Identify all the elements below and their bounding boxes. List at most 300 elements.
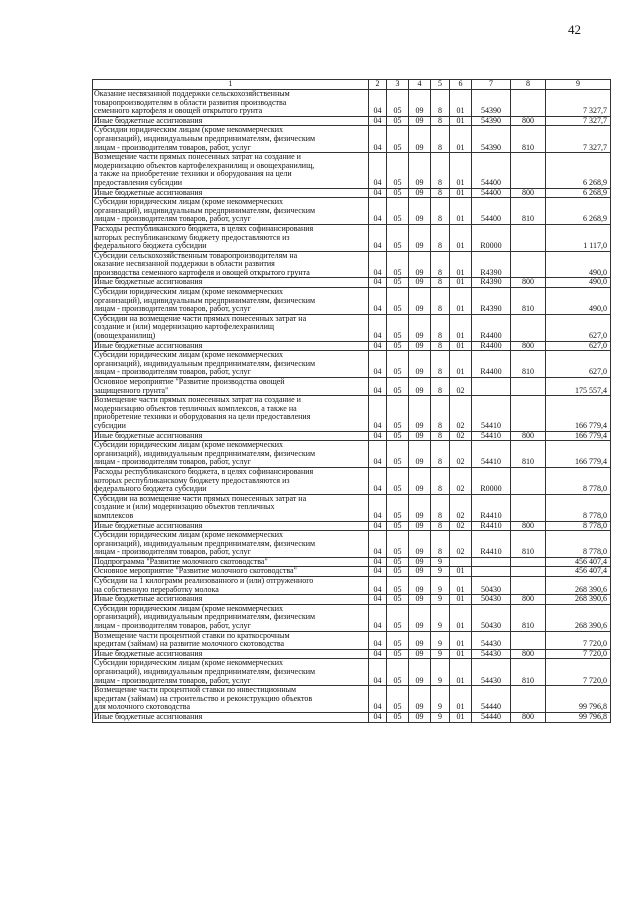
cell-section: 04: [369, 341, 387, 351]
cell-amount: 268 390,6: [546, 604, 611, 631]
cell-program: 09: [409, 378, 431, 396]
column-header-7: 7: [472, 80, 511, 90]
cell-expense-type: [511, 686, 546, 713]
cell-section: 04: [369, 595, 387, 605]
cell-subprogram: 8: [431, 378, 450, 396]
cell-direction-code: R4390: [472, 278, 511, 288]
cell-subprogram: 9: [431, 686, 450, 713]
cell-subprogram: 8: [431, 126, 450, 153]
cell-amount: 6 268,9: [546, 198, 611, 225]
cell-expense-type: 810: [511, 126, 546, 153]
cell-main-event: 01: [450, 351, 472, 378]
cell-expense-type: 800: [511, 649, 546, 659]
cell-expense-type: [511, 577, 546, 595]
table-row: [93, 341, 611, 351]
cell-subsection: 05: [387, 153, 409, 188]
cell-program: 09: [409, 659, 431, 686]
cell-section: 04: [369, 686, 387, 713]
table-row: [93, 567, 611, 577]
column-header-1: 1: [93, 80, 369, 90]
cell-expense-type: [511, 378, 546, 396]
cell-amount: 8 778,0: [546, 531, 611, 558]
cell-amount: 8 778,0: [546, 467, 611, 494]
cell-section: 04: [369, 531, 387, 558]
cell-description: Иные бюджетные ассигнования: [93, 431, 369, 441]
cell-expense-type: 810: [511, 198, 546, 225]
cell-direction-code: [472, 567, 511, 577]
cell-section: 04: [369, 251, 387, 278]
column-header-3: 3: [387, 80, 409, 90]
table-row: [93, 378, 611, 396]
cell-description: Основное мероприятие "Развитие производства овощей защищенного грунта": [93, 378, 369, 396]
cell-program: 09: [409, 251, 431, 278]
cell-amount: 7 720,0: [546, 659, 611, 686]
table-row: [93, 188, 611, 198]
cell-expense-type: [511, 396, 546, 431]
cell-description: Иные бюджетные ассигнования: [93, 649, 369, 659]
table-row: [93, 631, 611, 649]
cell-main-event: 01: [450, 188, 472, 198]
cell-subsection: 05: [387, 441, 409, 468]
cell-description: Субсидии на возмещение части прямых понесенных затрат на создание и (или) модернизацию картофелехранилищ (овощехранилищ): [93, 314, 369, 341]
cell-direction-code: 54410: [472, 431, 511, 441]
cell-main-event: 01: [450, 577, 472, 595]
cell-direction-code: 54390: [472, 90, 511, 117]
table-row: [93, 649, 611, 659]
cell-amount: 268 390,6: [546, 595, 611, 605]
cell-description: Иные бюджетные ассигнования: [93, 188, 369, 198]
cell-direction-code: 50430: [472, 595, 511, 605]
cell-subsection: 05: [387, 577, 409, 595]
cell-amount: 166 779,4: [546, 396, 611, 431]
cell-subsection: 05: [387, 378, 409, 396]
cell-amount: 8 778,0: [546, 521, 611, 531]
cell-program: 09: [409, 631, 431, 649]
cell-amount: 6 268,9: [546, 188, 611, 198]
cell-subprogram: 8: [431, 441, 450, 468]
cell-main-event: 01: [450, 604, 472, 631]
table-row: [93, 557, 611, 567]
cell-expense-type: [511, 90, 546, 117]
cell-description: Субсидии сельскохозяйственным товаропроизводителям на оказание несвязанной поддержки в области развития производства семенного картофеля и овощей открытого грунта: [93, 251, 369, 278]
cell-main-event: 01: [450, 251, 472, 278]
cell-subprogram: 9: [431, 604, 450, 631]
table-row: [93, 441, 611, 468]
cell-main-event: 02: [450, 396, 472, 431]
cell-subsection: 05: [387, 278, 409, 288]
table-row: [93, 396, 611, 431]
cell-subprogram: 9: [431, 557, 450, 567]
cell-program: 09: [409, 351, 431, 378]
cell-subsection: 05: [387, 557, 409, 567]
table-row: [93, 531, 611, 558]
cell-description: Субсидии на 1 килограмм реализованного и (или) отгруженного на собственную переработку молока: [93, 577, 369, 595]
cell-direction-code: 54430: [472, 649, 511, 659]
cell-section: 04: [369, 659, 387, 686]
table-row: [93, 198, 611, 225]
cell-program: 09: [409, 314, 431, 341]
cell-amount: 6 268,9: [546, 153, 611, 188]
cell-description: Расходы республиканского бюджета, в целях софинансирования которых республиканскому бюджету предоставляются из федерального бюджета субсидии: [93, 467, 369, 494]
cell-program: 09: [409, 431, 431, 441]
cell-subsection: 05: [387, 116, 409, 126]
cell-expense-type: 800: [511, 278, 546, 288]
cell-amount: 627,0: [546, 351, 611, 378]
cell-amount: 490,0: [546, 251, 611, 278]
cell-expense-type: [511, 631, 546, 649]
table-row: [93, 126, 611, 153]
cell-direction-code: 54400: [472, 188, 511, 198]
cell-subprogram: 8: [431, 153, 450, 188]
cell-direction-code: 54390: [472, 116, 511, 126]
cell-subsection: 05: [387, 288, 409, 315]
cell-direction-code: R4410: [472, 494, 511, 521]
cell-subprogram: 9: [431, 712, 450, 722]
cell-direction-code: 54430: [472, 659, 511, 686]
cell-amount: 268 390,6: [546, 577, 611, 595]
cell-section: 04: [369, 649, 387, 659]
cell-direction-code: 54440: [472, 686, 511, 713]
cell-direction-code: R4400: [472, 314, 511, 341]
cell-description: Иные бюджетные ассигнования: [93, 712, 369, 722]
cell-subsection: 05: [387, 396, 409, 431]
cell-subsection: 05: [387, 188, 409, 198]
cell-expense-type: [511, 314, 546, 341]
cell-expense-type: 810: [511, 604, 546, 631]
cell-main-event: 01: [450, 314, 472, 341]
cell-direction-code: R0000: [472, 467, 511, 494]
cell-subprogram: 8: [431, 288, 450, 315]
cell-description: Расходы республиканского бюджета, в целях софинансирования которых республиканскому бюджету предоставляются из федерального бюджета субсидии: [93, 224, 369, 251]
cell-program: 09: [409, 188, 431, 198]
column-header-8: 8: [511, 80, 546, 90]
cell-main-event: 01: [450, 278, 472, 288]
cell-subprogram: 8: [431, 494, 450, 521]
cell-main-event: 02: [450, 441, 472, 468]
cell-subsection: 05: [387, 521, 409, 531]
cell-subprogram: 8: [431, 188, 450, 198]
cell-program: 09: [409, 441, 431, 468]
cell-subprogram: 8: [431, 351, 450, 378]
cell-direction-code: 54400: [472, 153, 511, 188]
cell-amount: 7 327,7: [546, 90, 611, 117]
cell-direction-code: R4400: [472, 351, 511, 378]
cell-main-event: 02: [450, 467, 472, 494]
cell-subprogram: 8: [431, 198, 450, 225]
cell-expense-type: 800: [511, 341, 546, 351]
cell-subsection: 05: [387, 604, 409, 631]
cell-description: Иные бюджетные ассигнования: [93, 341, 369, 351]
cell-amount: 490,0: [546, 278, 611, 288]
cell-direction-code: R4410: [472, 531, 511, 558]
cell-description: Иные бюджетные ассигнования: [93, 278, 369, 288]
table-row: [93, 224, 611, 251]
cell-direction-code: 54390: [472, 126, 511, 153]
cell-expense-type: 800: [511, 595, 546, 605]
cell-subprogram: 8: [431, 251, 450, 278]
cell-section: 04: [369, 494, 387, 521]
cell-amount: 490,0: [546, 288, 611, 315]
cell-subsection: 05: [387, 659, 409, 686]
cell-program: 09: [409, 557, 431, 567]
page-number: 42: [568, 22, 581, 37]
table-row: [93, 712, 611, 722]
table-row: [93, 577, 611, 595]
table-row: [93, 116, 611, 126]
cell-main-event: 01: [450, 90, 472, 117]
cell-amount: 8 778,0: [546, 494, 611, 521]
cell-subsection: 05: [387, 531, 409, 558]
column-header-9: 9: [546, 80, 611, 90]
cell-description: Субсидии юридическим лицам (кроме некоммерческих организаций), индивидуальным предпринимателям, физическим лицам - производителям товаров, работ, услуг: [93, 659, 369, 686]
cell-program: 09: [409, 604, 431, 631]
cell-description: Иные бюджетные ассигнования: [93, 116, 369, 126]
cell-subprogram: 9: [431, 631, 450, 649]
cell-program: 09: [409, 224, 431, 251]
cell-main-event: 01: [450, 126, 472, 153]
cell-main-event: 01: [450, 631, 472, 649]
cell-main-event: 02: [450, 378, 472, 396]
cell-section: 04: [369, 378, 387, 396]
cell-subprogram: 8: [431, 278, 450, 288]
cell-subsection: 05: [387, 224, 409, 251]
cell-main-event: 01: [450, 567, 472, 577]
cell-subsection: 05: [387, 251, 409, 278]
cell-expense-type: [511, 567, 546, 577]
cell-expense-type: 810: [511, 531, 546, 558]
cell-program: 09: [409, 531, 431, 558]
cell-subsection: 05: [387, 494, 409, 521]
cell-subsection: 05: [387, 686, 409, 713]
cell-main-event: 01: [450, 116, 472, 126]
cell-description: Иные бюджетные ассигнования: [93, 521, 369, 531]
cell-section: 04: [369, 224, 387, 251]
cell-direction-code: R4400: [472, 341, 511, 351]
cell-expense-type: [511, 224, 546, 251]
cell-section: 04: [369, 521, 387, 531]
cell-main-event: 02: [450, 531, 472, 558]
cell-program: 09: [409, 278, 431, 288]
column-header-6: 6: [450, 80, 472, 90]
cell-subprogram: 9: [431, 567, 450, 577]
cell-expense-type: 800: [511, 521, 546, 531]
cell-section: 04: [369, 90, 387, 117]
cell-subsection: 05: [387, 351, 409, 378]
cell-program: 09: [409, 288, 431, 315]
cell-direction-code: 54430: [472, 631, 511, 649]
cell-program: 09: [409, 649, 431, 659]
cell-program: 09: [409, 198, 431, 225]
cell-subprogram: 9: [431, 649, 450, 659]
cell-main-event: 02: [450, 521, 472, 531]
cell-main-event: 01: [450, 712, 472, 722]
cell-amount: 175 557,4: [546, 378, 611, 396]
cell-expense-type: [511, 467, 546, 494]
cell-section: 04: [369, 188, 387, 198]
cell-main-event: 01: [450, 595, 472, 605]
cell-direction-code: R4390: [472, 251, 511, 278]
cell-section: 04: [369, 314, 387, 341]
cell-expense-type: 800: [511, 431, 546, 441]
cell-expense-type: 800: [511, 712, 546, 722]
table-row: [93, 431, 611, 441]
table-row: [93, 595, 611, 605]
cell-amount: 7 327,7: [546, 116, 611, 126]
cell-description: Субсидии юридическим лицам (кроме некоммерческих организаций), индивидуальным предпринимателям, физическим лицам - производителям товаров, работ, услуг: [93, 531, 369, 558]
cell-expense-type: 810: [511, 441, 546, 468]
cell-expense-type: 810: [511, 351, 546, 378]
cell-main-event: 01: [450, 153, 472, 188]
cell-section: 04: [369, 198, 387, 225]
table-row: [93, 686, 611, 713]
cell-main-event: [450, 557, 472, 567]
cell-amount: 7 720,0: [546, 649, 611, 659]
cell-description: Субсидии юридическим лицам (кроме некоммерческих организаций), индивидуальным предпринимателям, физическим лицам - производителям товаров, работ, услуг: [93, 351, 369, 378]
cell-subprogram: 8: [431, 467, 450, 494]
cell-section: 04: [369, 577, 387, 595]
column-header-5: 5: [431, 80, 450, 90]
cell-section: 04: [369, 153, 387, 188]
cell-description: Субсидии на возмещение части прямых понесенных затрат на создание и (или) модернизацию объектов тепличных комплексов: [93, 494, 369, 521]
cell-description: Иные бюджетные ассигнования: [93, 595, 369, 605]
cell-section: 04: [369, 567, 387, 577]
cell-program: 09: [409, 521, 431, 531]
cell-subsection: 05: [387, 90, 409, 117]
cell-direction-code: R4390: [472, 288, 511, 315]
cell-subprogram: 8: [431, 431, 450, 441]
cell-direction-code: 54440: [472, 712, 511, 722]
cell-expense-type: [511, 251, 546, 278]
cell-subprogram: 8: [431, 314, 450, 341]
cell-section: 04: [369, 712, 387, 722]
cell-section: 04: [369, 396, 387, 431]
cell-direction-code: [472, 378, 511, 396]
table-header-row: [93, 80, 611, 90]
cell-program: 09: [409, 341, 431, 351]
cell-program: 09: [409, 153, 431, 188]
cell-amount: 166 779,4: [546, 441, 611, 468]
cell-subprogram: 8: [431, 341, 450, 351]
cell-amount: 627,0: [546, 314, 611, 341]
cell-section: 04: [369, 431, 387, 441]
cell-amount: 7 327,7: [546, 126, 611, 153]
table-row: [93, 90, 611, 117]
cell-program: 09: [409, 567, 431, 577]
cell-section: 04: [369, 557, 387, 567]
cell-program: 09: [409, 595, 431, 605]
cell-description: Возмещение части процентной ставки по инвестиционным кредитам (займам) на строительство и реконструкцию объектов для молочного скотоводства: [93, 686, 369, 713]
table-row: [93, 288, 611, 315]
cell-main-event: 02: [450, 494, 472, 521]
cell-program: 09: [409, 712, 431, 722]
cell-description: Субсидии юридическим лицам (кроме некоммерческих организаций), индивидуальным предпринимателям, физическим лицам - производителям товаров, работ, услуг: [93, 604, 369, 631]
cell-description: Субсидии юридическим лицам (кроме некоммерческих организаций), индивидуальным предпринимателям, физическим лицам - производителям товаров, работ, услуг: [93, 126, 369, 153]
cell-subsection: 05: [387, 341, 409, 351]
cell-amount: 1 117,0: [546, 224, 611, 251]
cell-description: Субсидии юридическим лицам (кроме некоммерческих организаций), индивидуальным предпринимателям, физическим лицам - производителям товаров, работ, услуг: [93, 441, 369, 468]
cell-expense-type: [511, 494, 546, 521]
cell-description: Субсидии юридическим лицам (кроме некоммерческих организаций), индивидуальным предпринимателям, физическим лицам - производителям товаров, работ, услуг: [93, 288, 369, 315]
cell-program: 09: [409, 116, 431, 126]
table-row: [93, 659, 611, 686]
cell-program: 09: [409, 577, 431, 595]
cell-program: 09: [409, 396, 431, 431]
cell-subsection: 05: [387, 198, 409, 225]
cell-expense-type: 810: [511, 659, 546, 686]
cell-direction-code: 54400: [472, 198, 511, 225]
cell-subsection: 05: [387, 314, 409, 341]
cell-main-event: 01: [450, 659, 472, 686]
cell-direction-code: R4410: [472, 521, 511, 531]
cell-main-event: 01: [450, 341, 472, 351]
cell-amount: 7 720,0: [546, 631, 611, 649]
cell-subsection: 05: [387, 631, 409, 649]
cell-main-event: 01: [450, 288, 472, 315]
cell-program: 09: [409, 90, 431, 117]
cell-direction-code: [472, 557, 511, 567]
cell-subprogram: 9: [431, 659, 450, 686]
cell-description: Оказание несвязанной поддержки сельскохозяйственным товаропроизводителям в области развития производства семенного картофеля и овощей открытого грунта: [93, 90, 369, 117]
cell-section: 04: [369, 116, 387, 126]
cell-expense-type: 800: [511, 188, 546, 198]
cell-amount: 627,0: [546, 341, 611, 351]
cell-subprogram: 8: [431, 531, 450, 558]
cell-section: 04: [369, 604, 387, 631]
table-row: [93, 467, 611, 494]
cell-amount: 456 407,4: [546, 557, 611, 567]
cell-section: 04: [369, 288, 387, 315]
budget-table: [92, 79, 611, 723]
cell-amount: 456 407,4: [546, 567, 611, 577]
table-row: [93, 604, 611, 631]
table-row: [93, 278, 611, 288]
table-row: [93, 351, 611, 378]
table-row: [93, 314, 611, 341]
cell-program: 09: [409, 494, 431, 521]
cell-subsection: 05: [387, 467, 409, 494]
cell-direction-code: 50430: [472, 604, 511, 631]
cell-section: 04: [369, 278, 387, 288]
cell-section: 04: [369, 351, 387, 378]
cell-main-event: 01: [450, 649, 472, 659]
cell-section: 04: [369, 631, 387, 649]
cell-expense-type: 800: [511, 116, 546, 126]
cell-subsection: 05: [387, 126, 409, 153]
table-row: [93, 251, 611, 278]
cell-direction-code: 54410: [472, 396, 511, 431]
cell-amount: 166 779,4: [546, 431, 611, 441]
cell-subprogram: 8: [431, 90, 450, 117]
cell-direction-code: 50430: [472, 577, 511, 595]
cell-subsection: 05: [387, 567, 409, 577]
cell-subprogram: 9: [431, 595, 450, 605]
cell-subprogram: 8: [431, 396, 450, 431]
column-header-2: 2: [369, 80, 387, 90]
cell-program: 09: [409, 467, 431, 494]
cell-main-event: 01: [450, 686, 472, 713]
cell-subsection: 05: [387, 595, 409, 605]
cell-main-event: 02: [450, 431, 472, 441]
cell-main-event: 01: [450, 224, 472, 251]
cell-program: 09: [409, 686, 431, 713]
cell-amount: 99 796,8: [546, 712, 611, 722]
table-row: [93, 153, 611, 188]
cell-expense-type: 810: [511, 288, 546, 315]
cell-description: Возмещение части процентной ставки по краткосрочным кредитам (займам) на развитие молочного скотоводства: [93, 631, 369, 649]
cell-subprogram: 8: [431, 521, 450, 531]
cell-section: 04: [369, 467, 387, 494]
cell-description: Возмещение части прямых понесенных затрат на создание и модернизацию объектов картофелехранилищ и овощехранилищ, а также на приобретение техники и оборудования на цели предоставления субсидии: [93, 153, 369, 188]
